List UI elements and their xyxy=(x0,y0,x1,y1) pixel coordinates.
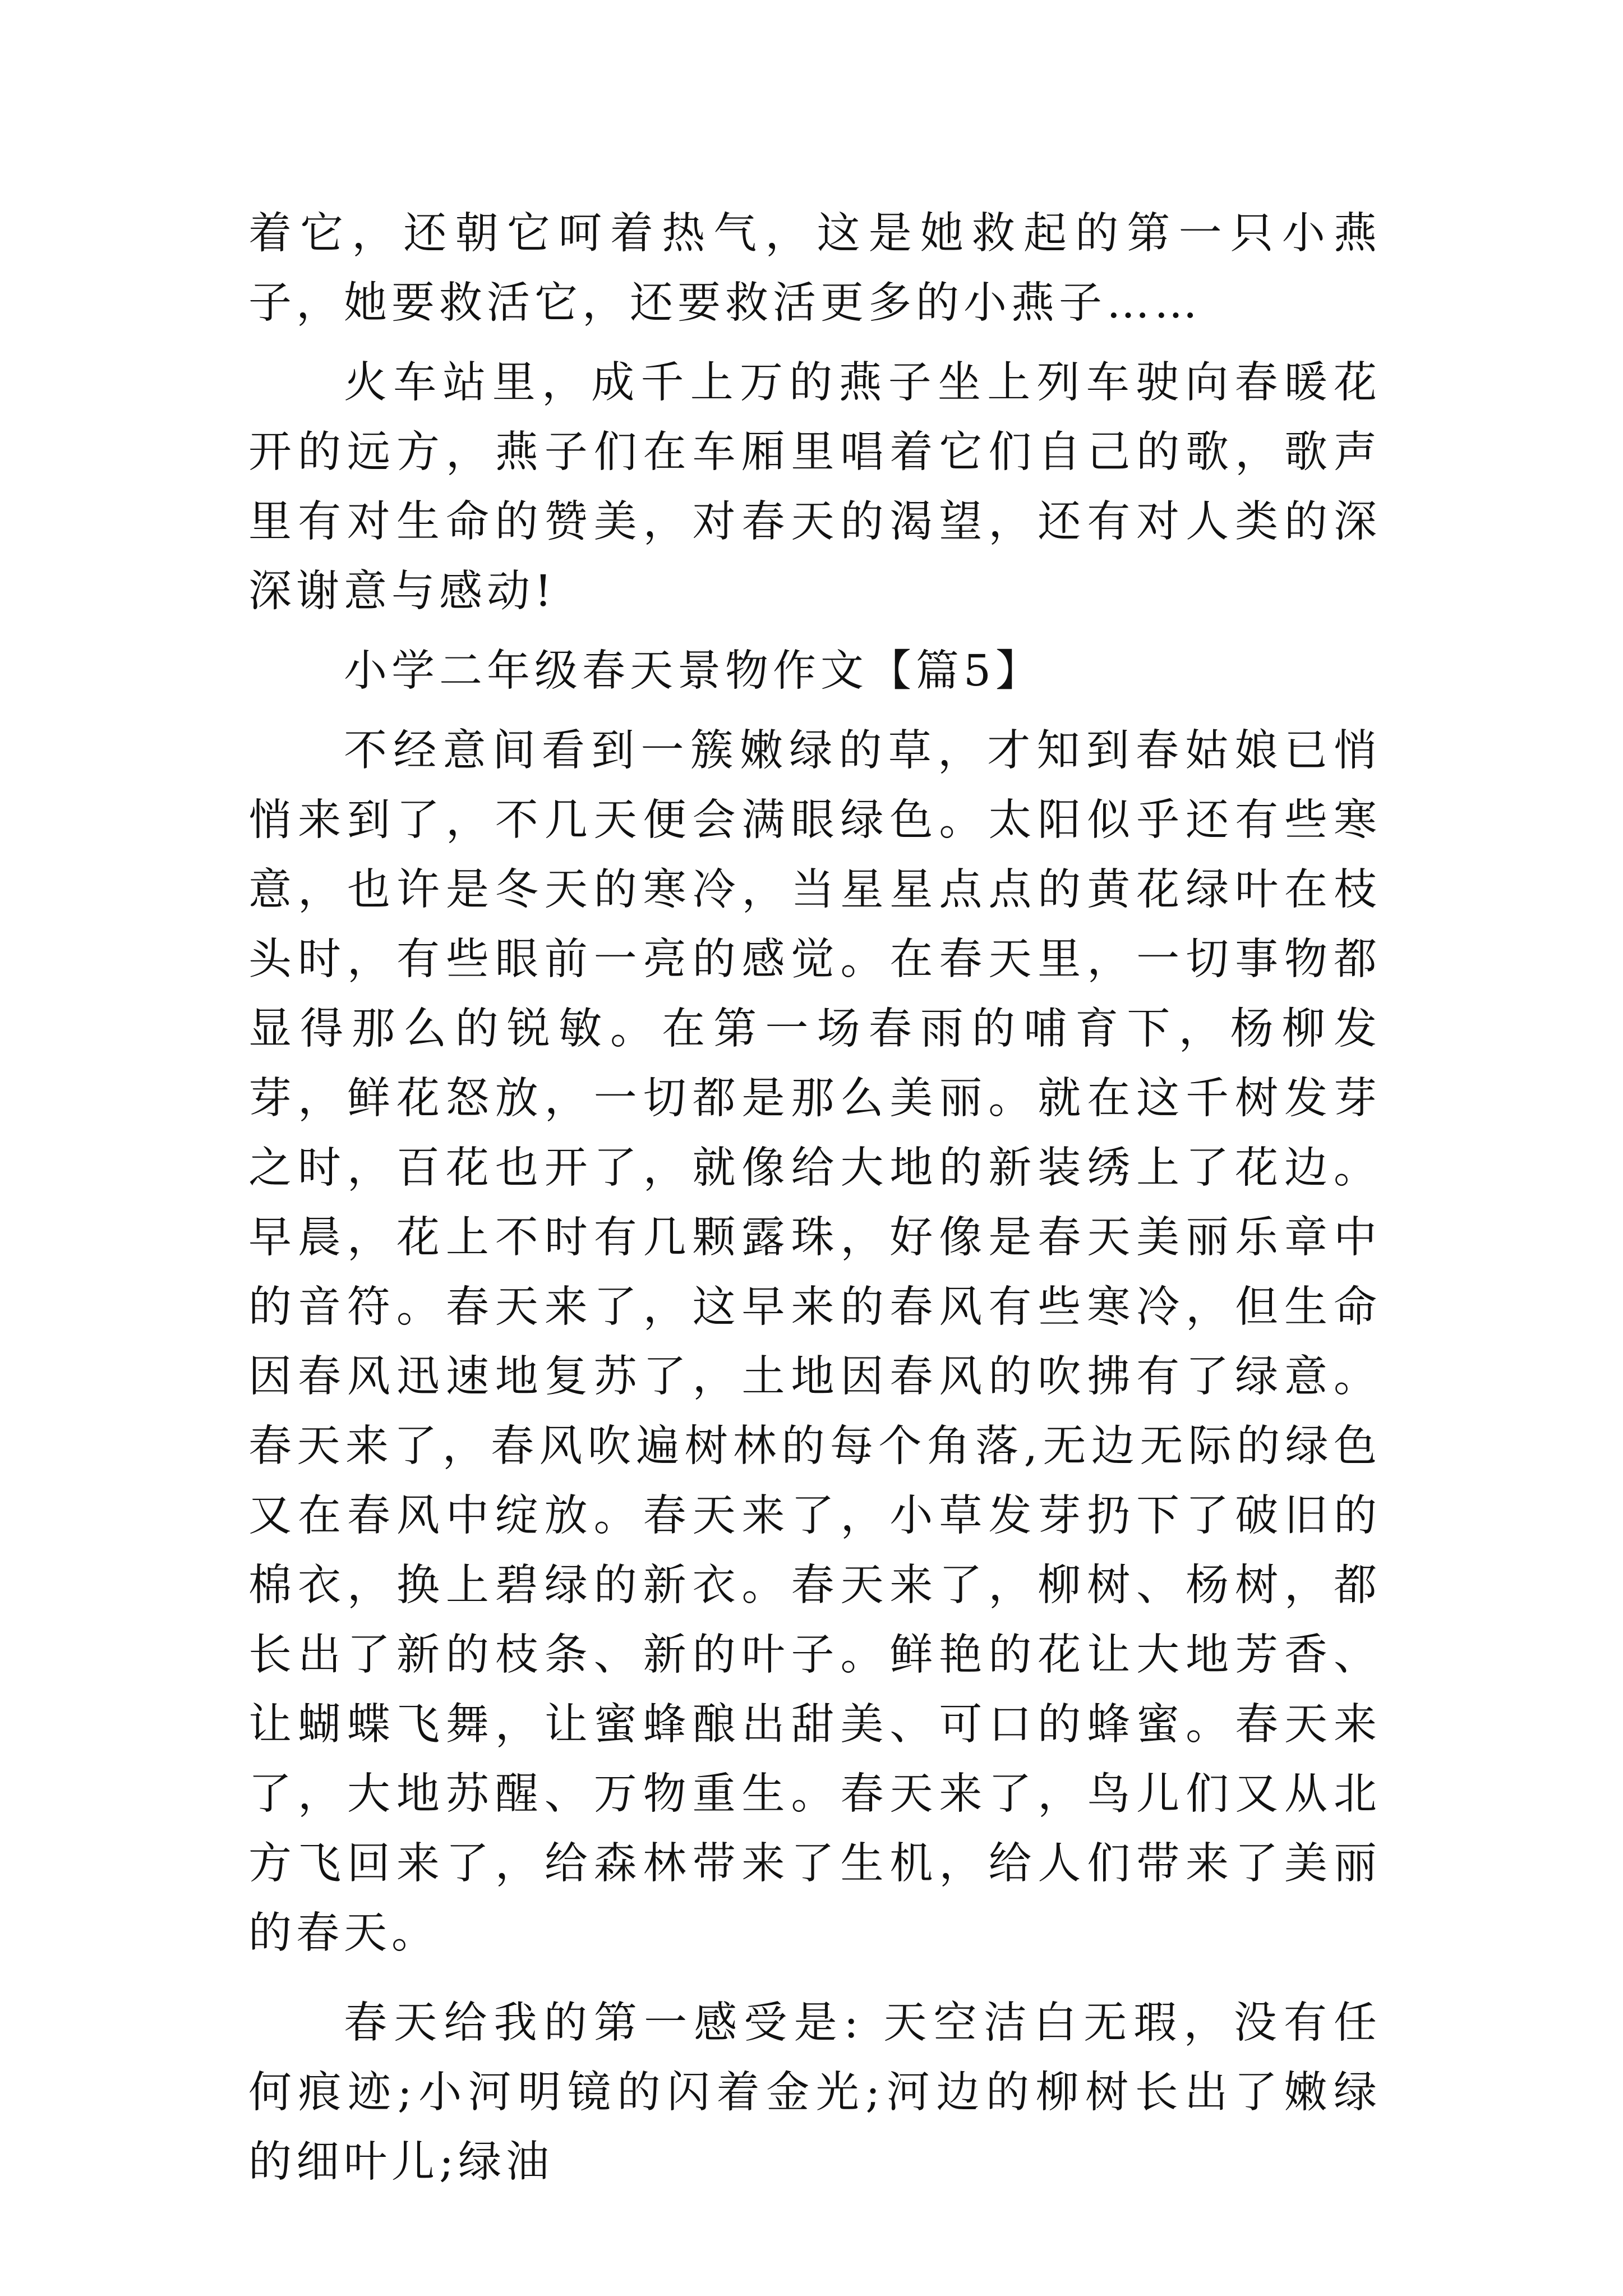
document-body xyxy=(248,199,1381,2197)
paragraph-first-impression: 春天给我的第一感受是: 天空洁白无瑕，没有任何痕迹;小河明镜的闪着金光;河边的柳树长出了嫩绿的细叶儿;绿油 xyxy=(248,1998,1381,2187)
paragraph-train-station: 火车站里，成千上万的燕子坐上列车驶向春暖花开的远方，燕子们在车厢里唱着它们自己的歌，歌声里有对生命的赞美，对春天的渴望，还有对人类的深深谢意与感动! xyxy=(248,358,1381,616)
paragraph-continuation: 着它，还朝它呵着热气，这是她救起的第一只小燕子，她要救活它，还要救活更多的小燕子…… xyxy=(248,209,1381,328)
section-heading: 小学二年级春天景物作文【篇5】 xyxy=(344,646,1043,696)
paragraph-spring-description: 不经意间看到一簇嫩绿的草，才知到春姑娘已悄悄来到了，不几天便会满眼绿色。太阳似乎还有些寒意，也许是冬天的寒冷，当星星点点的黄花绿叶在枝头时，有些眼前一亮的感觉。在春天里，一切事物都显得那么的锐敏。在第一场春雨的哺育下，杨柳发芽，鲜花怒放，一切都是那么美丽。就在这千树发芽之时，百花也开了，就像给大地的新装绣上了花边。早晨，花上不时有几颗露珠，好像是春天美丽乐章中的音符。春天来了，这早来的春风有些寒冷，但生命因春风迅速地复苏了，土地因春风的吹拂有了绿意。春天来了，春风吹遍树林的每个角落,无边无际的绿色又在春风中绽放。春天来了，小草发芽扔下了破旧的棉衣，换上碧绿的新衣。春天来了，柳树、杨树，都长出了新的枝条、新的叶子。鲜艳的花让大地芳香、让蝴蝶飞舞，让蜜蜂酿出甜美、可口的蜂蜜。春天来了，大地苏醒、万物重生。春天来了，鸟儿们又从北方飞回来了，给森林带来了生机，给人们带来了美丽的春天。 xyxy=(248,726,1381,1958)
